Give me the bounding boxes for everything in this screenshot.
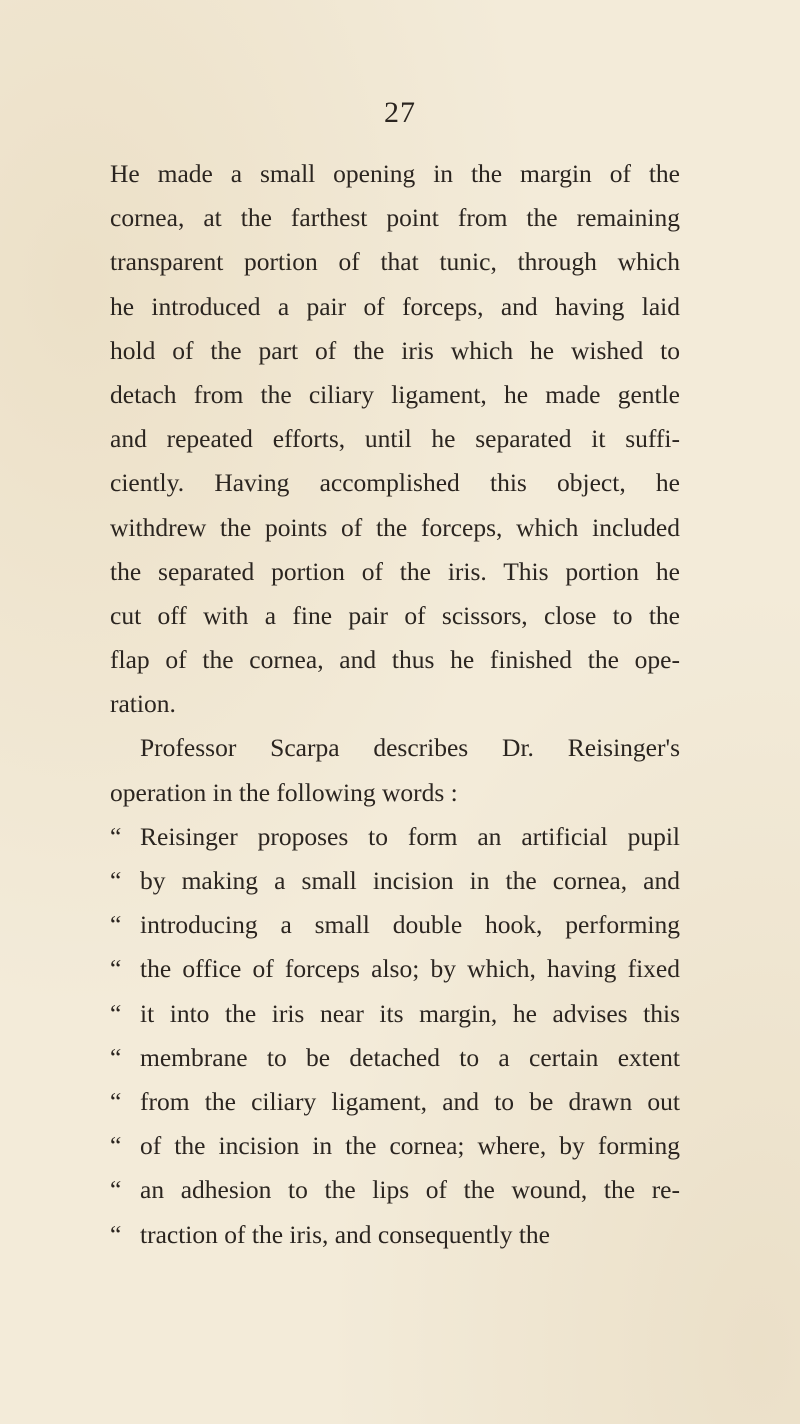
quote-text: traction of the iris, and consequently the xyxy=(140,1219,551,1249)
paragraph-scarpa xyxy=(110,726,680,814)
quote-line xyxy=(110,903,680,947)
quote-mark: “ xyxy=(110,998,122,1028)
text-line: He made a small opening in the margin of the xyxy=(110,159,680,188)
text-line: transparent portion of that tunic, through which xyxy=(110,247,680,277)
quotation-block xyxy=(110,815,680,1257)
quote-text: membrane to be detached to a certain extent xyxy=(140,1042,680,1072)
paragraph-operation xyxy=(110,152,680,726)
quote-mark: “ xyxy=(110,1131,122,1161)
text-line: withdrew the points of the forceps, which included xyxy=(110,512,680,542)
text-line: ration. xyxy=(110,689,176,719)
text-line: detach from the ciliary ligament, he made gentle xyxy=(110,379,680,409)
page-number: 27 xyxy=(384,96,416,129)
quote-mark: “ xyxy=(110,1042,122,1072)
quote-mark: “ xyxy=(110,1086,122,1116)
quote-text: Reisinger proposes to form an artificial pupil xyxy=(140,821,680,851)
quote-text: it into the iris near its margin, he advises this xyxy=(140,998,680,1028)
quote-line xyxy=(110,1124,680,1168)
text-line: ciently. Having accomplished this object, he xyxy=(110,468,680,498)
quote-text: the office of forceps also; by which, having fixed xyxy=(140,954,680,984)
quote-text: from the ciliary ligament, and to be drawn out xyxy=(140,1086,680,1116)
quote-text: by making a small incision in the cornea, and xyxy=(140,866,680,895)
quote-text: of the incision in the cornea; where, by forming xyxy=(140,1131,680,1161)
text-line: Professor Scarpa describes Dr. Reisinger's xyxy=(140,733,680,763)
quote-mark: “ xyxy=(110,866,122,895)
quote-line xyxy=(110,1168,680,1212)
quote-mark: “ xyxy=(110,910,122,940)
text-line: operation in the following words : xyxy=(110,777,458,807)
quote-line xyxy=(110,1213,680,1257)
quote-mark: “ xyxy=(110,1219,122,1249)
quote-text: an adhesion to the lips of the wound, the re- xyxy=(140,1175,680,1205)
quote-mark: “ xyxy=(110,1175,122,1205)
text-line: the separated portion of the iris. This portion he xyxy=(110,556,680,586)
text-line: he introduced a pair of forceps, and having laid xyxy=(110,291,680,321)
text-line: cornea, at the farthest point from the remaining xyxy=(110,203,680,233)
quote-line xyxy=(110,859,680,903)
quote-mark: “ xyxy=(110,821,122,851)
quote-line xyxy=(110,1080,680,1124)
text-line: cut off with a fine pair of scissors, close to the xyxy=(110,600,680,630)
quote-mark: “ xyxy=(110,954,122,984)
quote-text: introducing a small double hook, performing xyxy=(140,910,680,940)
text-line: and repeated efforts, until he separated it suffi- xyxy=(110,424,680,454)
quote-line xyxy=(110,947,680,991)
quote-line xyxy=(110,1036,680,1080)
text-line: hold of the part of the iris which he wished to xyxy=(110,335,680,365)
body-text xyxy=(110,152,680,1257)
quote-line xyxy=(110,815,680,859)
text-line: flap of the cornea, and thus he finished the ope- xyxy=(110,645,680,675)
quote-line xyxy=(110,992,680,1036)
